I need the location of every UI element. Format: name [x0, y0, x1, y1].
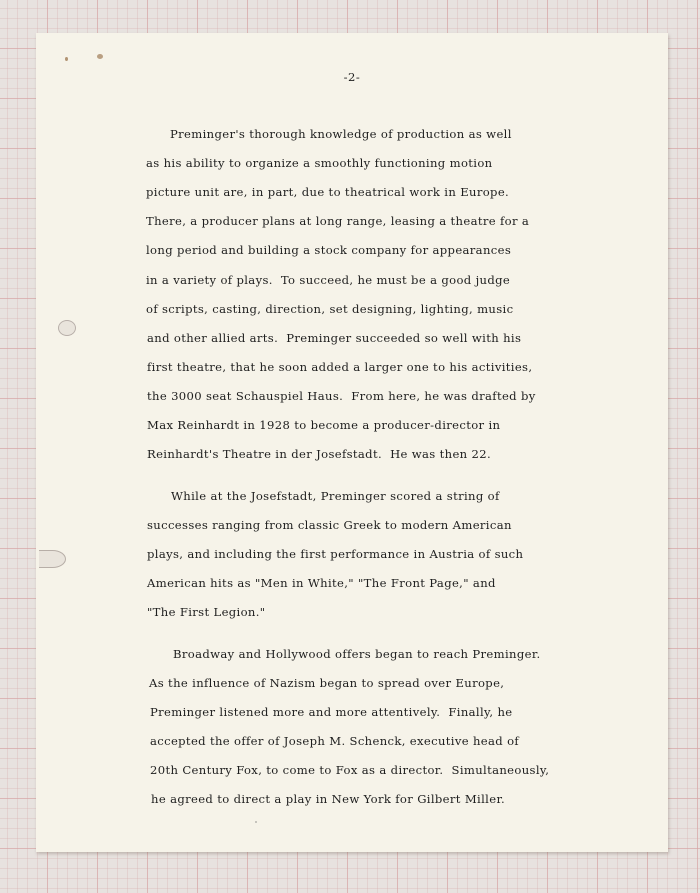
punch-hole-mark [39, 550, 66, 568]
text-line: "The First Legion." [147, 605, 266, 619]
text-line: plays, and including the first performance in Austria of such [147, 547, 524, 561]
text-line: accepted the offer of Joseph M. Schenck, executive head of [150, 734, 520, 748]
text-line: and other allied arts. Preminger succeeded so well with his [147, 331, 522, 345]
paper-speck [255, 821, 257, 823]
text-line: 20th Century Fox, to come to Fox as a director. Simultaneously, [150, 763, 550, 777]
text-line: long period and building a stock company for appearances [146, 243, 512, 257]
text-line: Broadway and Hollywood offers began to reach Preminger. [173, 647, 541, 661]
text-line: American hits as "Men in White," "The Front Page," and [147, 576, 496, 590]
document-page [36, 33, 668, 852]
text-line: Preminger's thorough knowledge of production as well [170, 127, 512, 141]
text-line: There, a producer plans at long range, leasing a theatre for a [146, 214, 530, 228]
text-line: as his ability to organize a smoothly functioning motion [146, 156, 493, 170]
text-line: Preminger listened more and more attentively. Finally, he [150, 705, 513, 719]
text-line: picture unit are, in part, due to theatrical work in Europe. [146, 185, 510, 199]
text-line: of scripts, casting, direction, set designing, lighting, music [146, 302, 514, 316]
paper-speck [65, 57, 68, 61]
text-line: he agreed to direct a play in New York for Gilbert Miller. [151, 792, 506, 806]
text-line: While at the Josefstadt, Preminger scored a string of [171, 489, 500, 503]
text-line: Max Reinhardt in 1928 to become a producer-director in [147, 418, 501, 432]
punch-hole-mark [58, 320, 76, 336]
text-line: As the influence of Nazism began to spread over Europe, [149, 676, 505, 690]
page-number: -2- [343, 70, 361, 84]
text-line: Reinhardt's Theatre in der Josefstadt. He was then 22. [147, 447, 492, 461]
paper-speck [97, 54, 103, 59]
text-line: successes ranging from classic Greek to modern American [147, 518, 512, 532]
text-line: the 3000 seat Schauspiel Haus. From here, he was drafted by [147, 389, 536, 403]
text-line: in a variety of plays. To succeed, he must be a good judge [146, 273, 511, 287]
text-line: first theatre, that he soon added a larger one to his activities, [147, 360, 533, 374]
